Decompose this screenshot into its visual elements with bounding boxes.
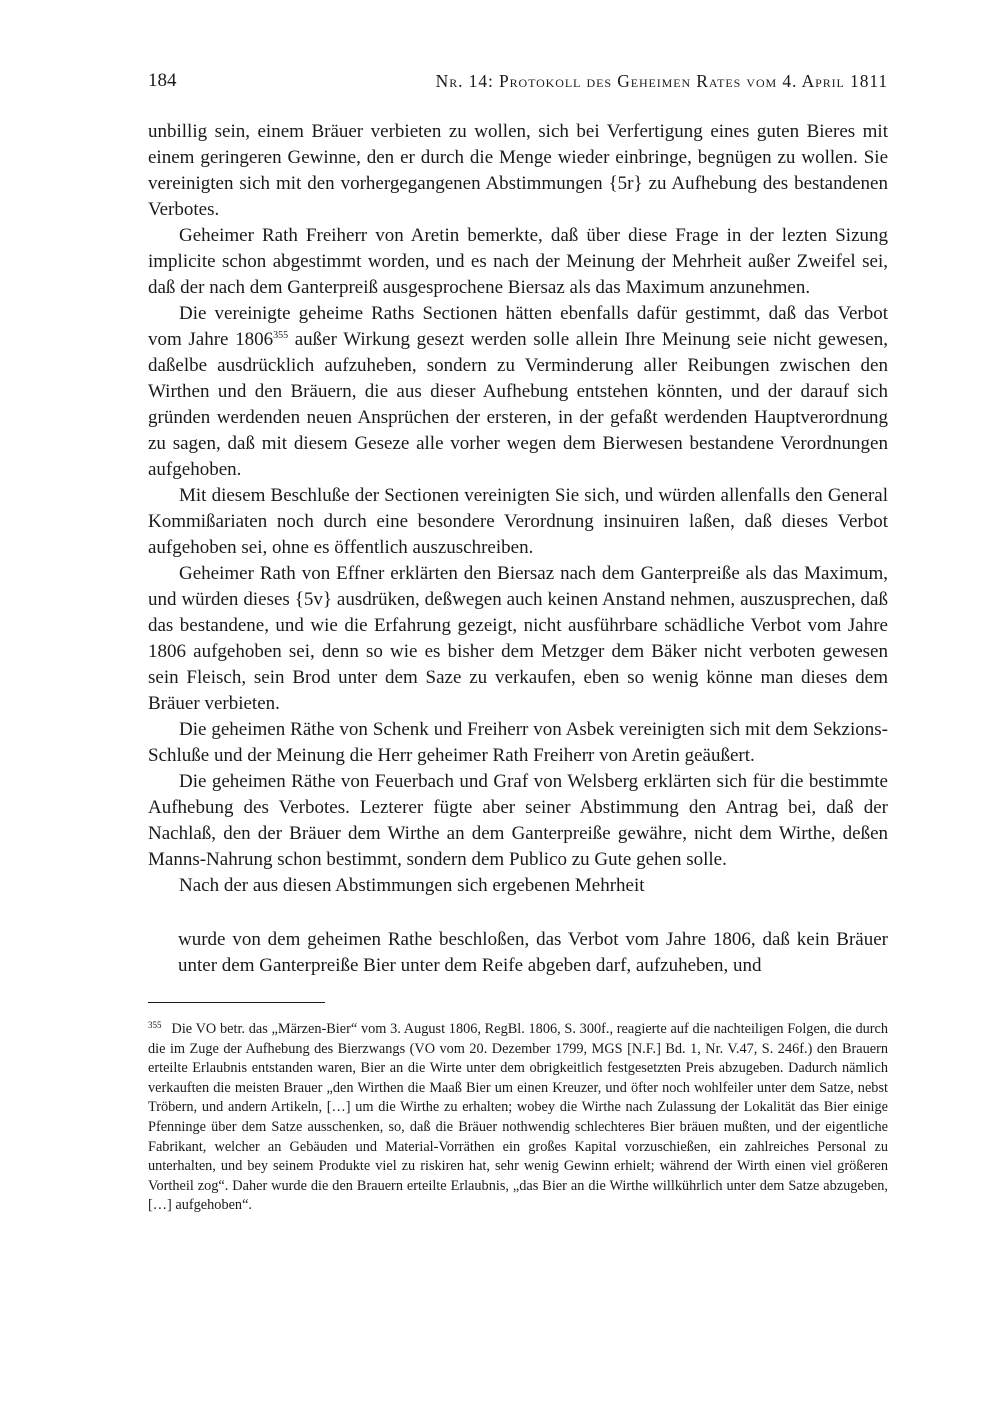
paragraph-5: Geheimer Rath von Effner erklärten den Biersaz nach dem Ganterpreiße als das Maximum, und würden dieses {5v} ausdrüken, deßwegen auch keinen Anstand nehmen, auszusprechen, daß das bestandene, und wie die Erfahrung gezeigt, nicht ausführbare schädliche Verbot vom Jahre 1806 aufgehoben sei, denn so wie es bisher dem Metzger dem Bäker nicht verboten gewesen sein Fleisch, sein Brod unter dem Saze zu verkaufen, eben so wenig könne man dieses dem Bräuer verbieten. <box>148 563 888 714</box>
running-title: Nr. 14: Protokoll des Geheimen Rates vom 4. April 1811 <box>435 71 888 91</box>
resolution-block: wurde von dem geheimen Rathe beschloßen, das Verbot vom Jahre 1806, daß kein Bräuer unter dem Ganterpreiße Bier unter dem Reife abgeben darf, aufzuheben, und <box>178 929 888 976</box>
paragraph-3 <box>148 301 888 483</box>
page-header <box>148 70 888 96</box>
paragraph-7: Die geheimen Räthe von Feuerbach und Graf von Welsberg erklärten sich für die bestimmte Aufhebung des Verbotes. Lezterer fügte aber seiner Abstimmung den Antrag bei, daß der Nachlaß, den der Bräuer dem Wirthe an dem Ganterpreiße gewähre, nicht dem Wirthe, deßen Manns-Nahrung schon bestimmt, sondern dem Publico zu Gute gehen solle. <box>148 771 888 870</box>
paragraph-4: Mit diesem Beschluße der Sectionen vereinigten Sie sich, und würden allenfalls den General Kommißariaten noch durch eine besondere Verordnung insinuiren laßen, daß dieses Verbot aufgehoben sei, ohne es öffentlich auszuschreiben. <box>148 485 888 558</box>
main-text <box>148 119 888 899</box>
paragraph-8: Nach der aus diesen Abstimmungen sich ergebenen Mehrheit <box>179 875 645 896</box>
paragraph-2: Geheimer Rath Freiherr von Aretin bemerkte, daß über diese Frage in der lezten Sizung implicite schon abgestimmt worden, und es nach der Meinung der Mehrheit außer Zweifel sei, daß der nach dem Ganterpreiß ausgesprochene Biersaz als das Maximum anzunehmen. <box>148 225 888 298</box>
page-number: 184 <box>148 70 177 91</box>
footnote-reference[interactable]: 355 <box>273 330 289 341</box>
footnote-divider <box>148 1002 325 1003</box>
paragraph-6: Die geheimen Räthe von Schenk und Freiherr von Asbek vereinigten sich mit dem Sekzions-Schluße und der Meinung die Herr geheimer Rath Freiherr von Aretin geäußert. <box>148 719 888 766</box>
footnote-number: 355 <box>148 1020 162 1030</box>
footnote-text: Die VO betr. das „Märzen-Bier“ vom 3. August 1806, RegBl. 1806, S. 300f., reagierte auf die nachteiligen Folgen, die durch die im Zuge der Aufhebung des Bierzwangs (VO vom 20. Dezember 1799, MGS [N.F.] Bd. 1, Nr. V.47, S. 246f.) den Brauern erteilte Erlaubnis entstanden waren, Bier an die Wirte unter dem obrigkeitlich festgesetzten Preis abzugeben. Dadurch nämlich verkauften die meisten Brauer „den Wirthen die Maaß Bier um einen Kreuzer, und öfter noch wohlfeiler unter dem Satze, nebst Tröbern, und andern Artikeln, […] um die Wirthe zu erhalten; wobey die Wirthe nach Zulassung der Lokalität das Bier einige Pfenninge über dem Satze ausschenken, so, daß die Bräuer nothwendig schlechteres Bier bräuen mußten, und der eigentliche Fabrikant, welcher an Gebäuden und Material-Vorräthen ein großes Kapital vorzuschießen, ein zahlreiches Personal zu unterhalten, und bey seinem Produkte viel zu riskiren hat, sehr wenig Gewinn erhielt; während der Wirth einen viel größeren Vortheil zog“. Daher wurde die den Brauern erteilte Erlaubnis, „das Bier an die Wirthe willkührlich unter dem Satze abzugeben, […] aufgehoben“. <box>148 1021 888 1214</box>
paragraph-3-text-b: außer Wirkung gesezt werden solle allein Ihre Meinung seie nicht gewesen, daßelbe ausdrücklich aufzuheben, sondern zu Verminderung aller Reibungen zwischen den Wirthen und den Bräuern, die aus dieser Aufhebung entstehen könnten, und der darauf sich gründen werdenden neuen Ansprüchen der ersteren, in der gefaßt werdenden Hauptverordnung zu sagen, daß mit diesem Geseze alle vorher wegen dem Bierwesen bestandene Verordnungen aufgehoben. <box>148 329 888 480</box>
paragraph-3-text-a: Die vereinigte geheime Raths Sectionen hätten ebenfalls dafür gestimmt, daß das Verbot vom Jahre 1806 <box>148 303 888 350</box>
paragraph-1: unbillig sein, einem Bräuer verbieten zu wollen, sich bei Verfertigung eines guten Bieres mit einem geringeren Gewinne, den er durch die Menge wieder einbringe, begnügen zu wollen. Sie vereinigten sich mit den vorhergegangenen Abstimmungen {5r} zu Aufhebung des bestandenen Verbotes. <box>148 121 888 220</box>
footnote-355 <box>148 1016 888 1216</box>
